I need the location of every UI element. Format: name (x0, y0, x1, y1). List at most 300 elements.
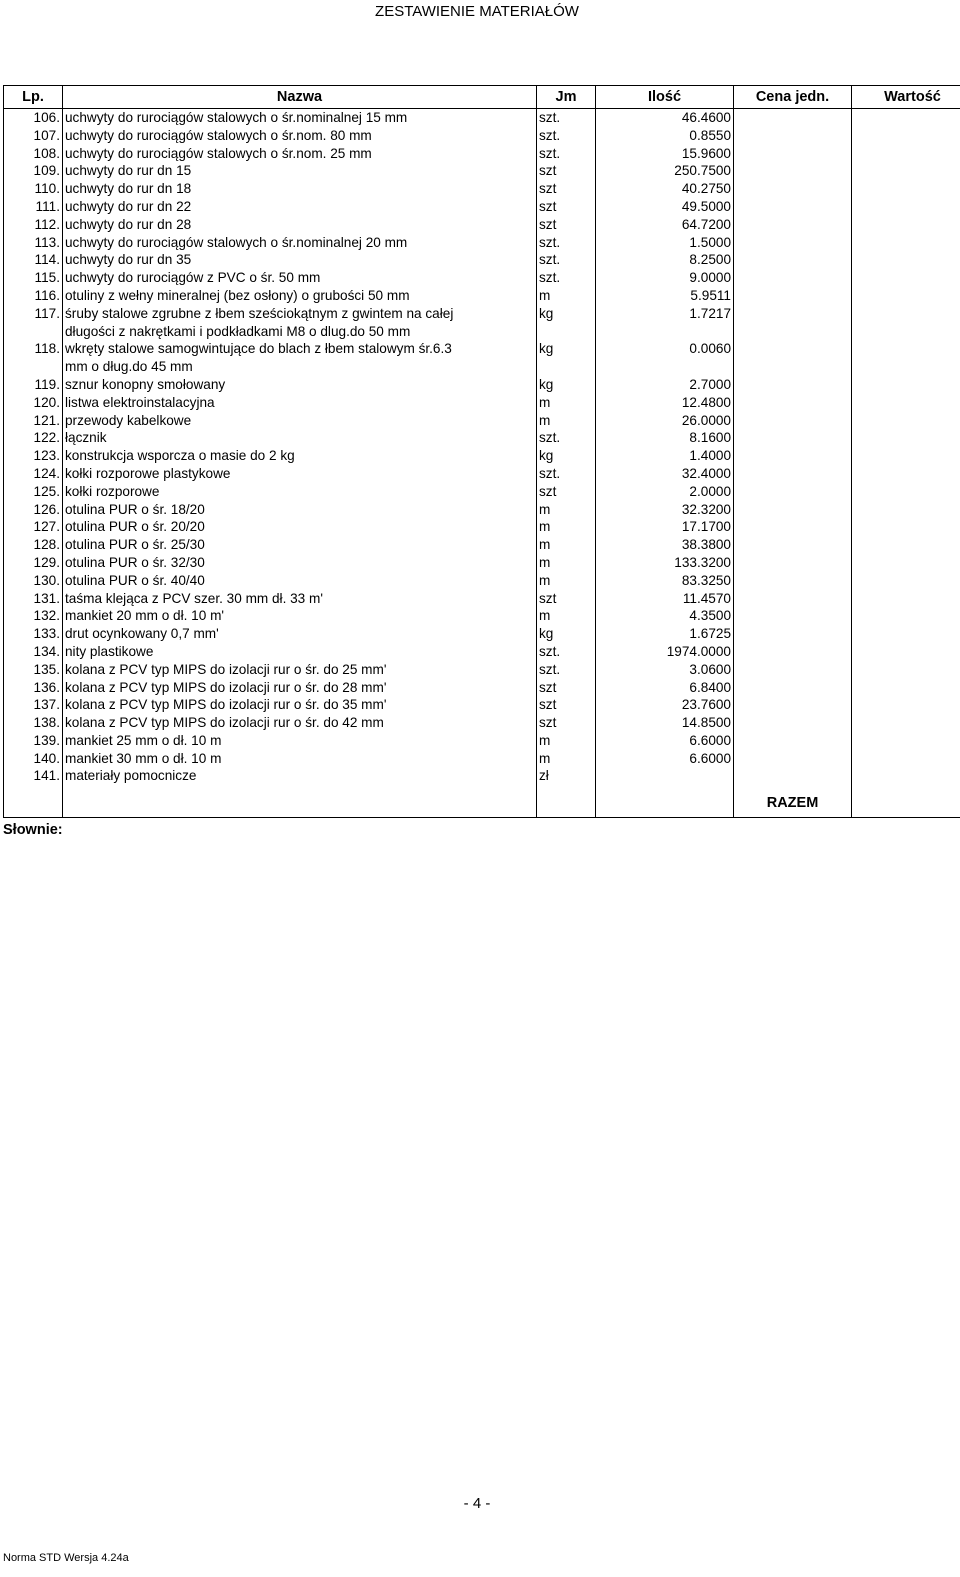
row-jm: m (537, 572, 596, 590)
row-lp: 118. (4, 340, 63, 376)
row-lp: 135. (4, 661, 63, 679)
row-jm: kg (537, 340, 596, 376)
row-name-line: kolana z PCV typ MIPS do izolacji rur o śr. do 42 mm (65, 715, 384, 731)
row-unit-price (734, 180, 852, 198)
row-lp: 120. (4, 394, 63, 412)
row-quantity: 2.0000 (596, 483, 734, 501)
row-value (852, 501, 960, 519)
row-name (63, 643, 537, 661)
row-quantity: 83.3250 (596, 572, 734, 590)
row-quantity: 49.5000 (596, 198, 734, 216)
row-lp: 128. (4, 536, 63, 554)
row-unit-price (734, 483, 852, 501)
table-row (4, 305, 960, 341)
row-jm: szt. (537, 429, 596, 447)
row-name-line: konstrukcja wsporcza o masie do 2 kg (65, 448, 295, 464)
row-name (63, 429, 537, 447)
row-name (63, 109, 537, 127)
footer-version: Norma STD Wersja 4.24a (3, 1552, 129, 1564)
row-jm: szt (537, 714, 596, 732)
row-value (852, 127, 960, 145)
row-value (852, 287, 960, 305)
row-quantity: 46.4600 (596, 109, 734, 127)
row-name (63, 162, 537, 180)
row-name (63, 625, 537, 643)
row-lp: 108. (4, 145, 63, 163)
table-row (4, 287, 960, 305)
header-value: Wartość (852, 86, 960, 109)
row-name (63, 679, 537, 697)
total-value (852, 791, 960, 818)
row-unit-price (734, 447, 852, 465)
row-jm: kg (537, 305, 596, 341)
row-lp: 124. (4, 465, 63, 483)
table-row (4, 376, 960, 394)
row-name-line-2: długości z nakrętkami i podkładkami M8 o dlug.do 50 mm (65, 323, 411, 339)
row-name-line: kolana z PCV typ MIPS do izolacji rur o śr. do 28 mm' (65, 679, 387, 695)
row-quantity: 1.5000 (596, 234, 734, 252)
row-name (63, 376, 537, 394)
table-row (4, 216, 960, 234)
row-name-line: mankiet 30 mm o dł. 10 m (65, 750, 222, 766)
table-row (4, 483, 960, 501)
header-jm: Jm (537, 86, 596, 109)
row-quantity: 1.4000 (596, 447, 734, 465)
row-jm: szt (537, 216, 596, 234)
row-value (852, 590, 960, 608)
row-unit-price (734, 465, 852, 483)
row-quantity: 133.3200 (596, 554, 734, 572)
row-value (852, 643, 960, 661)
row-jm: m (537, 732, 596, 750)
row-quantity: 40.2750 (596, 180, 734, 198)
row-name (63, 447, 537, 465)
row-name-line: listwa elektroinstalacyjna (65, 394, 215, 410)
table-row (4, 234, 960, 252)
row-jm: m (537, 412, 596, 430)
row-name-line: otulina PUR o śr. 20/20 (65, 519, 205, 535)
table-row (4, 732, 960, 750)
row-quantity: 8.2500 (596, 251, 734, 269)
table-row (4, 750, 960, 768)
row-lp: 132. (4, 607, 63, 625)
table-row (4, 269, 960, 287)
row-unit-price (734, 234, 852, 252)
row-jm: szt (537, 679, 596, 697)
row-value (852, 340, 960, 376)
row-name (63, 287, 537, 305)
row-unit-price (734, 625, 852, 643)
row-jm: szt (537, 483, 596, 501)
row-name (63, 501, 537, 519)
row-name-line: uchwyty do rur dn 28 (65, 216, 192, 232)
page-number: - 4 - (463, 1495, 491, 1512)
row-name-line: uchwyty do rur dn 35 (65, 252, 192, 268)
row-name-line: kolana z PCV typ MIPS do izolacji rur o śr. do 25 mm' (65, 661, 387, 677)
row-name-line: nity plastikowe (65, 643, 154, 659)
row-lp: 119. (4, 376, 63, 394)
row-lp: 140. (4, 750, 63, 768)
row-jm: szt (537, 180, 596, 198)
row-lp: 127. (4, 518, 63, 536)
row-name (63, 518, 537, 536)
row-name (63, 465, 537, 483)
row-unit-price (734, 518, 852, 536)
row-value (852, 109, 960, 127)
row-unit-price (734, 198, 852, 216)
row-jm: m (537, 750, 596, 768)
table-row (4, 714, 960, 732)
row-quantity: 38.3800 (596, 536, 734, 554)
row-name (63, 251, 537, 269)
row-name-line: sznur konopny smołowany (65, 376, 226, 392)
row-lp: 121. (4, 412, 63, 430)
row-unit-price (734, 269, 852, 287)
row-unit-price (734, 216, 852, 234)
table-row (4, 162, 960, 180)
row-jm: m (537, 394, 596, 412)
row-quantity: 0.0060 (596, 340, 734, 376)
row-value (852, 180, 960, 198)
table-row (4, 145, 960, 163)
document-title: ZESTAWIENIE MATERIAŁÓW (375, 3, 579, 20)
row-unit-price (734, 732, 852, 750)
row-value (852, 483, 960, 501)
row-unit-price (734, 661, 852, 679)
row-name-line: mankiet 20 mm o dł. 10 m' (65, 608, 224, 624)
row-quantity: 32.4000 (596, 465, 734, 483)
row-unit-price (734, 340, 852, 376)
table-row (4, 412, 960, 430)
row-quantity: 3.0600 (596, 661, 734, 679)
row-name-line: uchwyty do rurociągów stalowych o śr.nom. 80 mm (65, 127, 372, 143)
row-name (63, 340, 537, 376)
row-value (852, 234, 960, 252)
row-unit-price (734, 376, 852, 394)
row-quantity: 15.9600 (596, 145, 734, 163)
row-lp: 112. (4, 216, 63, 234)
row-quantity: 11.4570 (596, 590, 734, 608)
total-label: RAZEM (734, 791, 852, 818)
row-jm: szt (537, 696, 596, 714)
row-quantity: 26.0000 (596, 412, 734, 430)
row-unit-price (734, 287, 852, 305)
row-value (852, 554, 960, 572)
row-jm: szt. (537, 127, 596, 145)
row-jm: szt (537, 590, 596, 608)
table-row (4, 180, 960, 198)
row-name (63, 732, 537, 750)
row-name-line: kołki rozporowe (65, 483, 160, 499)
row-unit-price (734, 607, 852, 625)
materials-table (3, 85, 960, 818)
row-value (852, 429, 960, 447)
header-quantity: Ilość (596, 86, 734, 109)
row-lp: 125. (4, 483, 63, 501)
row-name-line: przewody kabelkowe (65, 412, 192, 428)
row-unit-price (734, 696, 852, 714)
row-jm: szt (537, 198, 596, 216)
row-unit-price (734, 750, 852, 768)
row-unit-price (734, 572, 852, 590)
row-name (63, 127, 537, 145)
row-quantity: 1.6725 (596, 625, 734, 643)
row-value (852, 518, 960, 536)
row-unit-price (734, 643, 852, 661)
row-quantity: 23.7600 (596, 696, 734, 714)
row-name-line: kolana z PCV typ MIPS do izolacji rur o śr. do 35 mm' (65, 697, 387, 713)
row-value (852, 376, 960, 394)
row-unit-price (734, 767, 852, 785)
row-jm: m (537, 536, 596, 554)
row-name (63, 145, 537, 163)
table-header-row (4, 86, 960, 109)
row-quantity: 6.6000 (596, 750, 734, 768)
row-value (852, 216, 960, 234)
row-name-line: uchwyty do rurociągów z PVC o śr. 50 mm (65, 270, 321, 286)
row-quantity (596, 767, 734, 785)
row-unit-price (734, 251, 852, 269)
table-row (4, 679, 960, 697)
row-name-line: otulina PUR o śr. 40/40 (65, 572, 205, 588)
row-jm: zł (537, 767, 596, 785)
row-unit-price (734, 412, 852, 430)
row-jm: szt. (537, 643, 596, 661)
row-jm: szt (537, 162, 596, 180)
row-value (852, 732, 960, 750)
row-name (63, 767, 537, 785)
row-quantity: 8.1600 (596, 429, 734, 447)
row-unit-price (734, 714, 852, 732)
row-lp: 141. (4, 767, 63, 785)
row-name-line: uchwyty do rur dn 15 (65, 163, 192, 179)
table-row (4, 518, 960, 536)
row-lp: 138. (4, 714, 63, 732)
row-name-line: kołki rozporowe plastykowe (65, 465, 231, 481)
row-name (63, 234, 537, 252)
row-value (852, 162, 960, 180)
row-name (63, 714, 537, 732)
row-value (852, 145, 960, 163)
table-row (4, 394, 960, 412)
row-jm: szt. (537, 269, 596, 287)
row-unit-price (734, 429, 852, 447)
row-quantity: 1974.0000 (596, 643, 734, 661)
row-unit-price (734, 590, 852, 608)
row-jm: m (537, 287, 596, 305)
row-lp: 129. (4, 554, 63, 572)
row-name-line: uchwyty do rur dn 22 (65, 198, 192, 214)
row-name (63, 554, 537, 572)
row-name-line-2: mm o dług.do 45 mm (65, 359, 193, 375)
row-jm: szt. (537, 109, 596, 127)
table-row (4, 661, 960, 679)
row-name (63, 536, 537, 554)
row-value (852, 572, 960, 590)
row-unit-price (734, 305, 852, 341)
header-lp: Lp. (4, 86, 63, 109)
row-jm: szt. (537, 234, 596, 252)
table-row (4, 109, 960, 127)
row-name (63, 483, 537, 501)
row-value (852, 269, 960, 287)
row-jm: szt. (537, 145, 596, 163)
row-value (852, 714, 960, 732)
row-quantity: 5.9511 (596, 287, 734, 305)
table-body (4, 109, 960, 786)
row-quantity: 4.3500 (596, 607, 734, 625)
table-row (4, 429, 960, 447)
table-row (4, 767, 960, 785)
row-lp: 114. (4, 251, 63, 269)
row-value (852, 465, 960, 483)
row-lp: 117. (4, 305, 63, 341)
row-value (852, 447, 960, 465)
row-unit-price (734, 394, 852, 412)
row-lp: 130. (4, 572, 63, 590)
row-unit-price (734, 554, 852, 572)
row-quantity: 9.0000 (596, 269, 734, 287)
row-lp: 115. (4, 269, 63, 287)
row-value (852, 661, 960, 679)
row-jm: m (537, 501, 596, 519)
row-jm: kg (537, 625, 596, 643)
row-jm: m (537, 607, 596, 625)
row-value (852, 394, 960, 412)
row-lp: 126. (4, 501, 63, 519)
table-row (4, 198, 960, 216)
row-name-line: materiały pomocnicze (65, 768, 197, 784)
row-name-line: uchwyty do rurociągów stalowych o śr.nominalnej 15 mm (65, 110, 408, 125)
row-name (63, 180, 537, 198)
row-lp: 136. (4, 679, 63, 697)
row-name (63, 590, 537, 608)
row-value (852, 750, 960, 768)
row-name-line: otulina PUR o śr. 25/30 (65, 537, 205, 553)
row-jm: szt. (537, 465, 596, 483)
row-name-line: uchwyty do rur dn 18 (65, 181, 192, 197)
row-value (852, 198, 960, 216)
row-jm: m (537, 554, 596, 572)
row-value (852, 696, 960, 714)
row-name (63, 750, 537, 768)
row-value (852, 767, 960, 785)
row-unit-price (734, 109, 852, 127)
row-quantity: 32.3200 (596, 501, 734, 519)
row-quantity: 2.7000 (596, 376, 734, 394)
row-name (63, 661, 537, 679)
row-lp: 139. (4, 732, 63, 750)
table-row (4, 447, 960, 465)
total-row (4, 791, 960, 818)
row-lp: 131. (4, 590, 63, 608)
row-name-line: otuliny z wełny mineralnej (bez osłony) o grubości 50 mm (65, 287, 410, 303)
table-row (4, 340, 960, 376)
row-value (852, 251, 960, 269)
row-value (852, 607, 960, 625)
row-name (63, 216, 537, 234)
table-row (4, 625, 960, 643)
row-name-line: otulina PUR o śr. 32/30 (65, 554, 205, 570)
row-name (63, 696, 537, 714)
row-quantity: 17.1700 (596, 518, 734, 536)
table-row (4, 590, 960, 608)
row-lp: 111. (4, 198, 63, 216)
header-name: Nazwa (63, 86, 537, 109)
row-lp: 122. (4, 429, 63, 447)
row-name-line: mankiet 25 mm o dł. 10 m (65, 732, 222, 748)
row-lp: 123. (4, 447, 63, 465)
slownie-label: Słownie: (3, 822, 63, 838)
row-lp: 107. (4, 127, 63, 145)
header-unit-price: Cena jedn. (734, 86, 852, 109)
row-jm: kg (537, 447, 596, 465)
row-value (852, 536, 960, 554)
table-row (4, 501, 960, 519)
row-jm: kg (537, 376, 596, 394)
row-jm: szt. (537, 661, 596, 679)
row-quantity: 6.8400 (596, 679, 734, 697)
row-lp: 116. (4, 287, 63, 305)
row-name (63, 198, 537, 216)
row-lp: 110. (4, 180, 63, 198)
row-quantity: 14.8500 (596, 714, 734, 732)
row-unit-price (734, 679, 852, 697)
row-lp: 106. (4, 109, 63, 127)
row-unit-price (734, 127, 852, 145)
row-unit-price (734, 536, 852, 554)
row-name-line: otulina PUR o śr. 18/20 (65, 501, 205, 517)
row-lp: 137. (4, 696, 63, 714)
row-unit-price (734, 145, 852, 163)
row-value (852, 305, 960, 341)
row-name-line: wkręty stalowe samogwintujące do blach z łbem stalowym śr.6.3 (65, 341, 452, 357)
table-row (4, 607, 960, 625)
row-unit-price (734, 162, 852, 180)
row-name (63, 269, 537, 287)
row-lp: 133. (4, 625, 63, 643)
row-jm: szt. (537, 251, 596, 269)
row-quantity: 0.8550 (596, 127, 734, 145)
row-name-line: taśma klejąca z PCV szer. 30 mm dł. 33 m' (65, 590, 323, 606)
row-name-line: śruby stalowe zgrubne z łbem sześciokątnym z gwintem na całej (65, 305, 454, 321)
table-row (4, 251, 960, 269)
row-unit-price (734, 501, 852, 519)
row-name-line: drut ocynkowany 0,7 mm' (65, 626, 219, 642)
row-quantity: 6.6000 (596, 732, 734, 750)
row-name-line: łącznik (65, 430, 107, 446)
table-row (4, 572, 960, 590)
row-value (852, 625, 960, 643)
table-row (4, 465, 960, 483)
row-name (63, 412, 537, 430)
row-value (852, 412, 960, 430)
row-name (63, 305, 537, 341)
table-row (4, 643, 960, 661)
row-name (63, 394, 537, 412)
row-name-line: uchwyty do rurociągów stalowych o śr.nom. 25 mm (65, 145, 372, 161)
row-quantity: 64.7200 (596, 216, 734, 234)
row-lp: 113. (4, 234, 63, 252)
row-quantity: 12.4800 (596, 394, 734, 412)
table-row (4, 536, 960, 554)
row-lp: 134. (4, 643, 63, 661)
row-jm: m (537, 518, 596, 536)
row-value (852, 679, 960, 697)
row-quantity: 250.7500 (596, 162, 734, 180)
row-lp: 109. (4, 162, 63, 180)
row-name (63, 572, 537, 590)
